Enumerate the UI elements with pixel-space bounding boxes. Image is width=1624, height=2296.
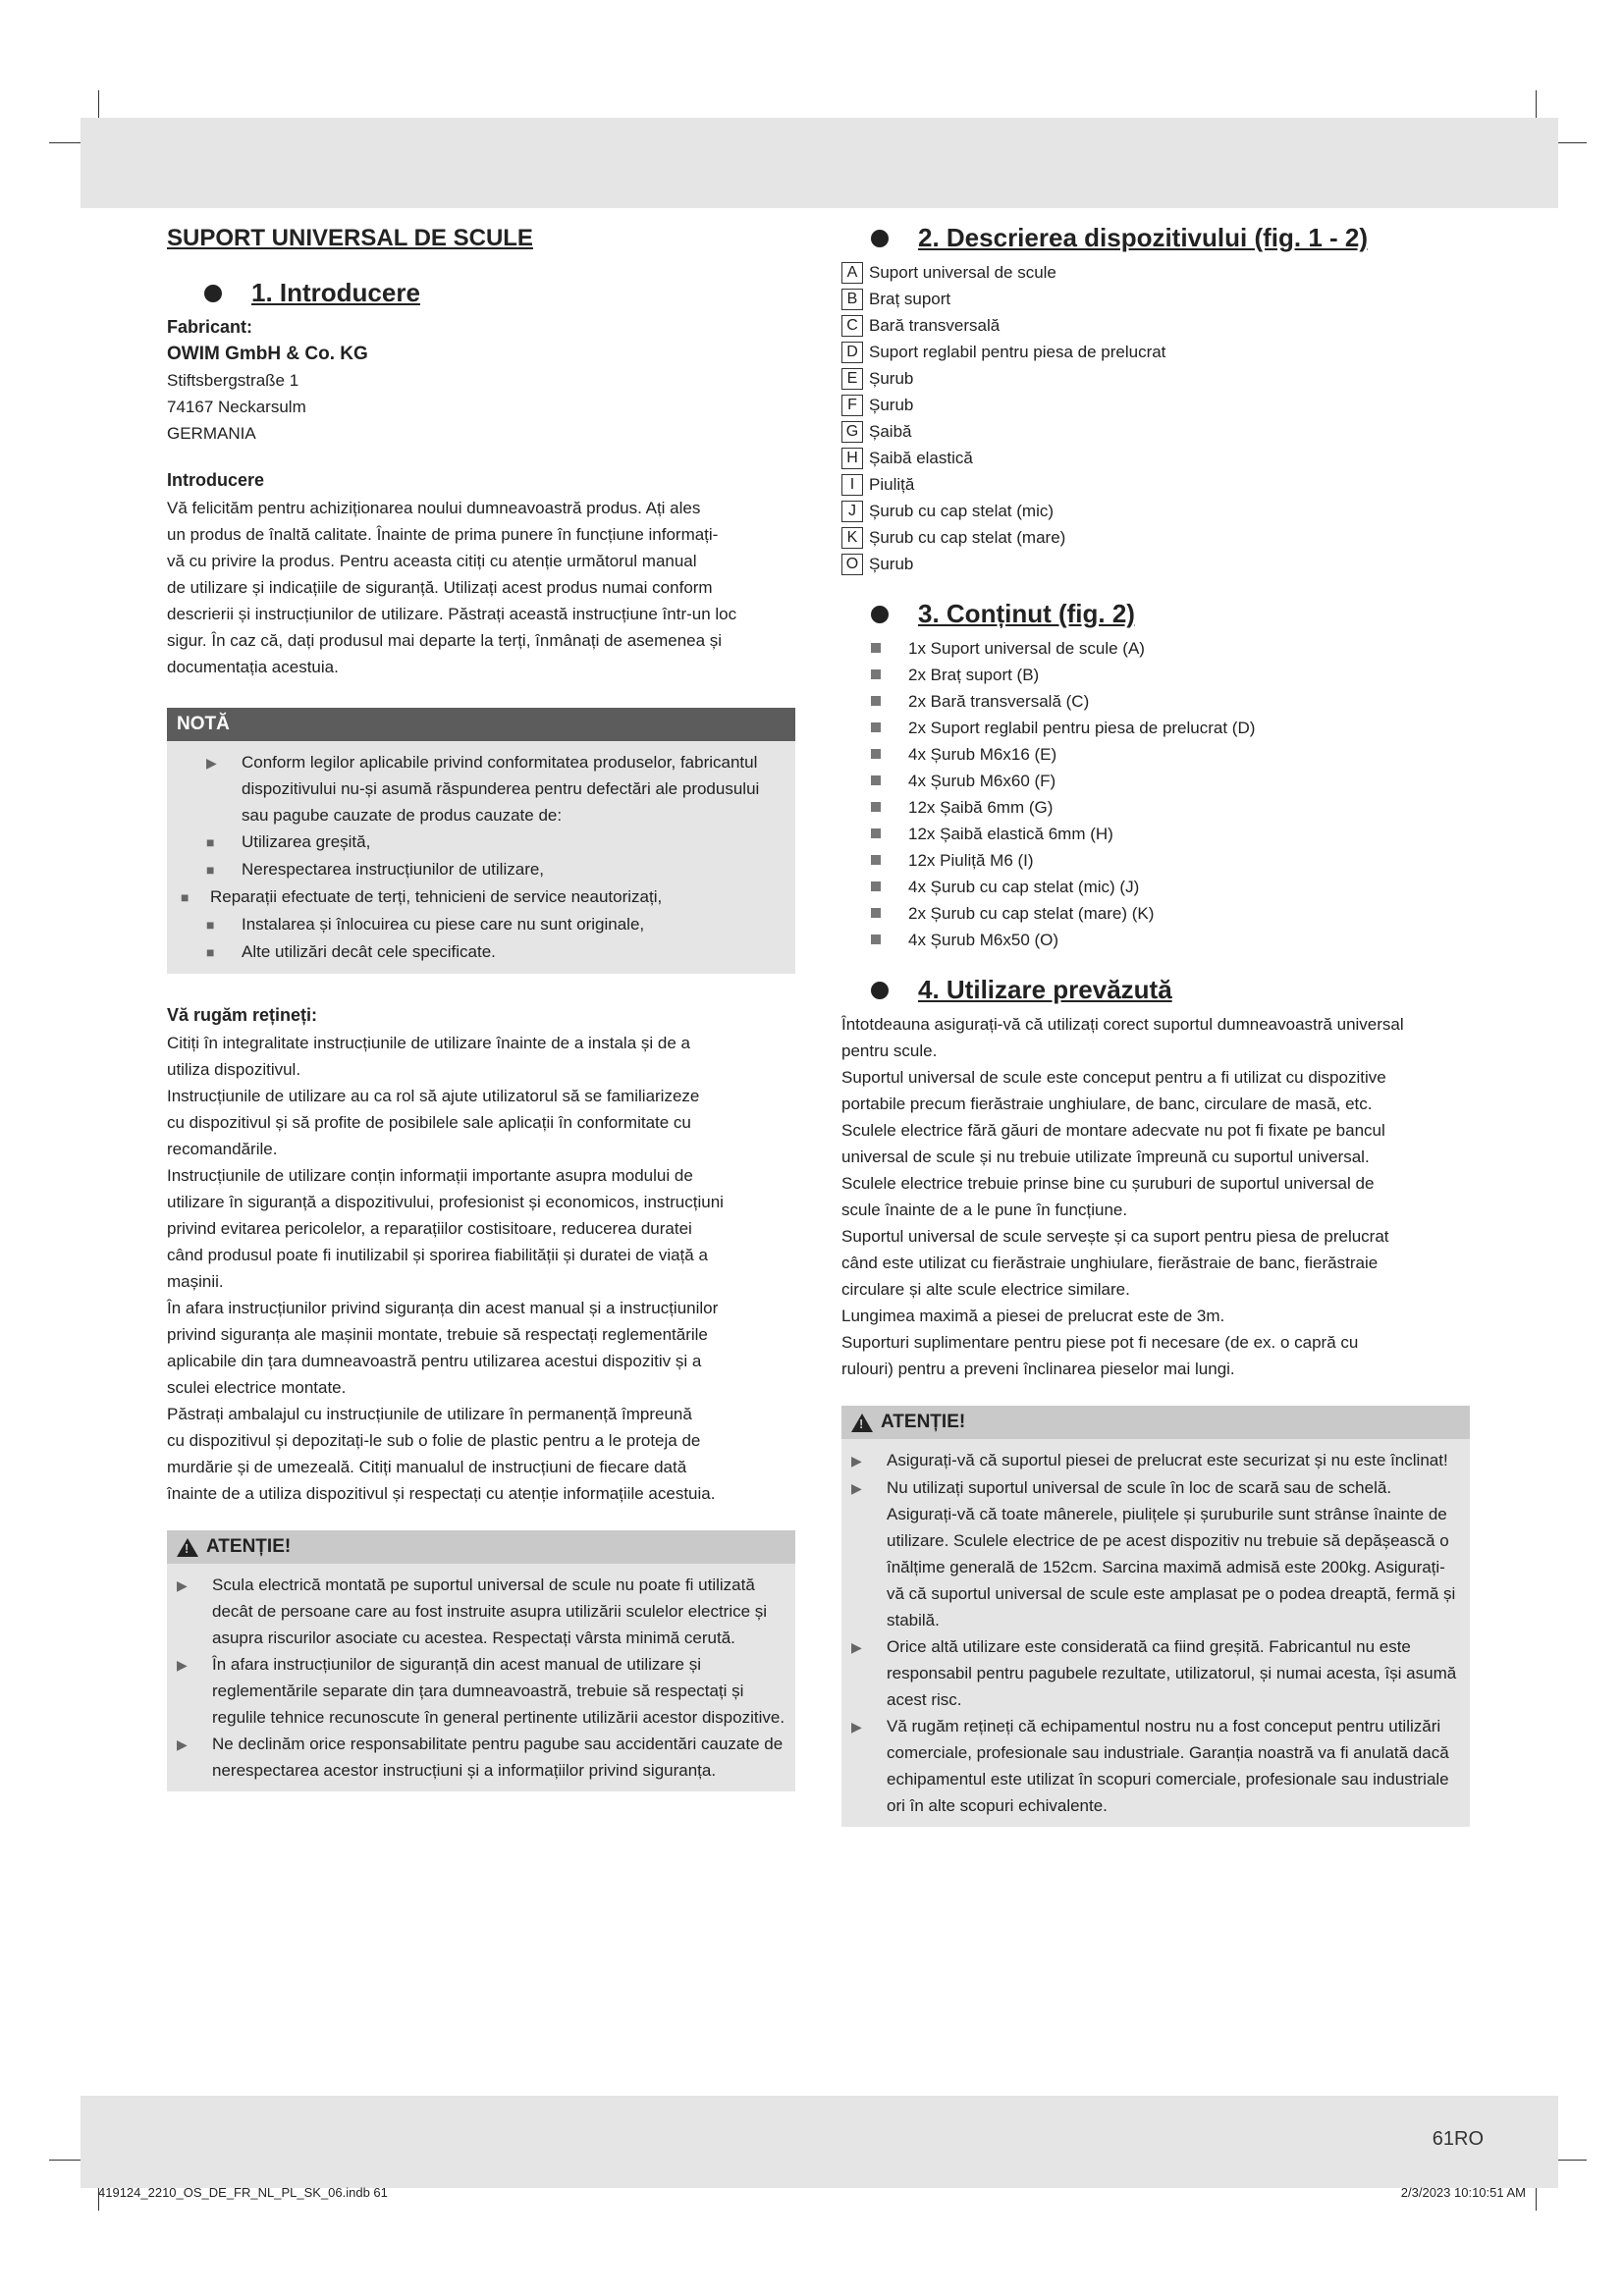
section-introduction-heading: 1. Introducere — [167, 278, 795, 308]
contents-item: 1x Suport universal de scule (A) — [841, 635, 1470, 662]
square-bullet-icon — [871, 696, 881, 706]
arrow-icon: ▶ — [851, 1639, 862, 1655]
square-bullet-icon — [871, 722, 881, 732]
part-item: K Șurub cu cap stelat (mare) — [841, 524, 1470, 551]
section-description-heading: 2. Descrierea dispozitivului (fig. 1 - 2) — [841, 223, 1470, 253]
part-item: J Șurub cu cap stelat (mic) — [841, 498, 1470, 524]
square-bullet-icon — [871, 828, 881, 838]
bullet-icon — [871, 982, 889, 999]
arrow-icon: ▶ — [177, 1577, 188, 1593]
retineti-text: Citiți în integralitate instrucțiunile de utilizare înainte de a instala și de a utiliza dispozitivul. Instrucțiunile de utilizare au ca rol să ajute utilizatorul să se familiarizeze cu dispozitivul și să profite de posibilele sale aplicații în conformitate cu recomandările. Instrucțiunile de utilizare conțin informații importante asupra modului de utilizare în siguranță a dispozitivului, profesionist și economicos, instrucțiuni privind evitarea pericolelor, a reparațiilor costisitoare, reducerea duratei când produsul poate fi inutilizabil și sporirea fiabilității și duratei de viață a mașinii. În afara instrucțiunilor privind siguranța din acest manual și a instrucțiunilor privind siguranța ale mașinii montate, trebuie să respectați reglementările aplicabile din țara dumneavoastră pentru utilizarea acestui dispozitiv și a sculei electrice montate. Păstrați ambalajul cu instrucțiunile de utilizare în permanență împreună cu dispozitivul și depozitați-le sub o folie de plastic pentru a le proteja de murdărie și de umezeală. Citiți manualul de instrucțiuni de fiecare dată înainte de a utiliza dispozitivul și respectați cu atenție informațiile acestuia. — [167, 1034, 724, 1503]
section-usage-heading: 4. Utilizare prevăzută — [841, 975, 1470, 1005]
nota-item: ■ Nerespectarea instrucțiunilor de utilizare, — [177, 856, 785, 883]
arrow-icon: ▶ — [177, 1657, 188, 1673]
nota-item: ■ Alte utilizări decât cele specificate. — [177, 938, 785, 966]
atentie-item: ▶ Asigurați-vă că suportul piesei de prelucrat este securizat și nu este înclinat! — [851, 1447, 1460, 1474]
contents-item: 2x Bară transversală (C) — [841, 688, 1470, 715]
atentie-item: ▶ Vă rugăm rețineți că echipamentul nostru nu a fost conceput pentru utilizări comerciale, profesionale sau industriale. Garanția noastră va fi anulată dacă echipamentul este utilizat în scopuri comerciale, profesionale sau industriale ori în alte scopuri echivalente. — [851, 1713, 1460, 1819]
contents-item: 12x Șaibă 6mm (G) — [841, 794, 1470, 821]
part-item: C Bară transversală — [841, 312, 1470, 339]
introduction-text: Vă felicităm pentru achiziționarea noului dumneavoastră produs. Ați ales un produs de înaltă calitate. Înainte de prima punere în funcțiune informați- vă cu privire la produs. Pentru aceasta citiți cu atenție următorul manual de utilizare și indicațiile de siguranță. Utilizați acest produs numai conform descrierii și instrucțiunilor de utilizare. Păstrați această instrucțiune într-un loc sigur. În caz că, dați produsul mai departe la terți, înmânați de asemenea și documentația acestuia. — [167, 499, 737, 676]
parts-list — [841, 259, 1470, 577]
square-bullet-icon: ■ — [181, 889, 189, 905]
atentie-title: ! ATENȚIE! — [167, 1530, 795, 1564]
part-item: E Șurub — [841, 365, 1470, 392]
warning-icon — [177, 1538, 198, 1557]
part-item: A Suport universal de scule — [841, 259, 1470, 286]
address-street: Stiftsbergstraße 1 — [167, 371, 299, 390]
atentie-title: ! ATENȚIE! — [841, 1406, 1470, 1439]
contents-list — [841, 635, 1470, 953]
nota-item: ■ Reparații efectuate de terți, tehnicieni de service neautorizați, — [177, 883, 785, 911]
contents-item: 4x Șurub M6x50 (O) — [841, 927, 1470, 953]
header-band — [81, 118, 1558, 208]
contents-item: 4x Șurub M6x60 (F) — [841, 768, 1470, 794]
retineti-subheading: Vă rugăm rețineți: — [167, 1005, 318, 1025]
atentie-item: ▶ În afara instrucțiunilor de siguranță din acest manual de utilizare și reglementările separate din țara dumneavoastră, trebuie să respectați și regulile tehnice recunoscute în general pertinente utilizării acestor dispozitive. — [177, 1651, 785, 1731]
contents-item: 2x Suport reglabil pentru piesa de prelucrat (D) — [841, 715, 1470, 741]
bullet-icon — [871, 230, 889, 247]
atentie-box — [841, 1406, 1470, 1827]
page-number: 61RO — [1432, 2128, 1484, 2150]
left-column — [167, 221, 795, 1791]
square-bullet-icon: ■ — [206, 862, 215, 878]
arrow-icon: ▶ — [851, 1719, 862, 1735]
nota-title: NOTĂ — [167, 708, 795, 741]
contents-item: 4x Șurub M6x16 (E) — [841, 741, 1470, 768]
bullet-icon — [871, 606, 889, 623]
arrow-icon: ▶ — [851, 1480, 862, 1496]
atentie-item: ▶ Nu utilizați suportul universal de scule în loc de scară sau de schelă. Asigurați-vă că toate mânerele, piulițele și șuruburile sunt strânse înainte de utilizare. Sculele electrice de pe acest dispozitiv nu trebuie să depășească o înălțime generală de 152cm. Sarcina maximă admisă este 200kg. Asigurați-vă că suportul universal de scule este amplasat pe o podea dreaptă, fermă și stabilă. — [851, 1474, 1460, 1633]
section-contents-heading: 3. Conținut (fig. 2) — [841, 599, 1470, 629]
footer-band — [81, 2096, 1558, 2188]
atentie-box — [167, 1530, 795, 1791]
contents-item: 2x Șurub cu cap stelat (mare) (K) — [841, 900, 1470, 927]
bullet-icon — [204, 285, 222, 302]
company-name: OWIM GmbH & Co. KG — [167, 344, 368, 364]
square-bullet-icon — [871, 749, 881, 759]
introduction-subheading: Introducere — [167, 470, 265, 490]
square-bullet-icon — [871, 802, 881, 812]
square-bullet-icon: ■ — [206, 917, 215, 933]
document-title: SUPORT UNIVERSAL DE SCULE — [167, 225, 533, 251]
square-bullet-icon: ■ — [206, 834, 215, 850]
part-item: B Braț suport — [841, 286, 1470, 312]
square-bullet-icon — [871, 934, 881, 944]
crop-mark — [49, 142, 84, 143]
part-item: G Șaibă — [841, 418, 1470, 445]
part-item: O Șurub — [841, 551, 1470, 577]
atentie-item: ▶ Scula electrică montată pe suportul universal de scule nu poate fi utilizată decât de persoane care au fost instruite asupra utilizării sculelor electrice și asupra riscurilor asociate cu acestea. Respectați vârsta minimă cerută. — [177, 1572, 785, 1651]
part-item: H Șaibă elastică — [841, 445, 1470, 471]
contents-item: 12x Piuliță M6 (I) — [841, 847, 1470, 874]
square-bullet-icon — [871, 775, 881, 785]
contents-item: 4x Șurub cu cap stelat (mic) (J) — [841, 874, 1470, 900]
nota-item: ▶ Conform legilor aplicabile privind conformitatea produselor, fabricantul dispozitivului nu-și asumă răspunderea pentru defectări ale produsului sau pagube cauzate de produs cauzate de: — [177, 749, 785, 828]
right-column — [841, 221, 1470, 1827]
print-timestamp: 2/3/2023 10:10:51 AM — [1400, 2185, 1526, 2200]
part-item: F Șurub — [841, 392, 1470, 418]
square-bullet-icon — [871, 643, 881, 653]
nota-item: ■ Utilizarea greșită, — [177, 828, 785, 856]
arrow-icon: ▶ — [206, 755, 217, 771]
atentie-item: ▶ Orice altă utilizare este considerată ca fiind greșită. Fabricantul nu este responsabil pentru pagubele rezultate, utilizatorul, și numai acesta, își asumă acest risc. — [851, 1633, 1460, 1713]
atentie-item: ▶ Ne declinăm orice responsabilitate pentru pagube sau accidentări cauzate de nerespectarea acestor instrucțiuni și a informațiilor privind siguranța. — [177, 1731, 785, 1784]
square-bullet-icon — [871, 908, 881, 918]
square-bullet-icon: ■ — [206, 944, 215, 960]
nota-item: ■ Instalarea și înlocuirea cu piese care nu sunt originale, — [177, 911, 785, 938]
address-country: GERMANIA — [167, 424, 256, 443]
warning-icon — [851, 1414, 873, 1432]
square-bullet-icon — [871, 881, 881, 891]
contents-item: 12x Șaibă elastică 6mm (H) — [841, 821, 1470, 847]
arrow-icon: ▶ — [177, 1736, 188, 1752]
square-bullet-icon — [871, 855, 881, 865]
square-bullet-icon — [871, 669, 881, 679]
arrow-icon: ▶ — [851, 1453, 862, 1468]
part-item: I Piuliță — [841, 471, 1470, 498]
crop-mark — [49, 2160, 84, 2161]
print-file-info: 419124_2210_OS_DE_FR_NL_PL_SK_06.indb 61 — [98, 2185, 388, 2200]
manufacturer-label: Fabricant: — [167, 317, 253, 337]
address-city: 74167 Neckarsulm — [167, 398, 306, 416]
contents-item: 2x Braț suport (B) — [841, 662, 1470, 688]
usage-text: Întotdeauna asigurați-vă că utilizați corect suportul dumneavoastră universal pentru scule. Suportul universal de scule este conceput pentru a fi utilizat cu dispozitive portabile precum fierăstraie unghiulare, de banc, circulare de masă, etc. Sculele electrice fără găuri de montare adecvate nu pot fi fixate pe bancul universal de scule și nu trebuie utilizate împreună cu suportul universal. Sculele electrice trebuie prinse bine cu șuruburi de suportul universal de scule înainte de a le pune în funcțiune. Suportul universal de scule servește și ca suport pentru piesa de prelucrat când este utilizat cu fierăstraie unghiulare, fierăstraie de banc, fierăstraie circulare și alte scule electrice similare. Lungimea maximă a piesei de prelucrat este de 3m. Suporturi suplimentare pentru piese pot fi necesare (de ex. o capră cu rulouri) pentru a preveni înclinarea pieselor mai lungi. — [841, 1015, 1404, 1378]
part-item: D Suport reglabil pentru piesa de prelucrat — [841, 339, 1470, 365]
nota-box — [167, 708, 795, 974]
